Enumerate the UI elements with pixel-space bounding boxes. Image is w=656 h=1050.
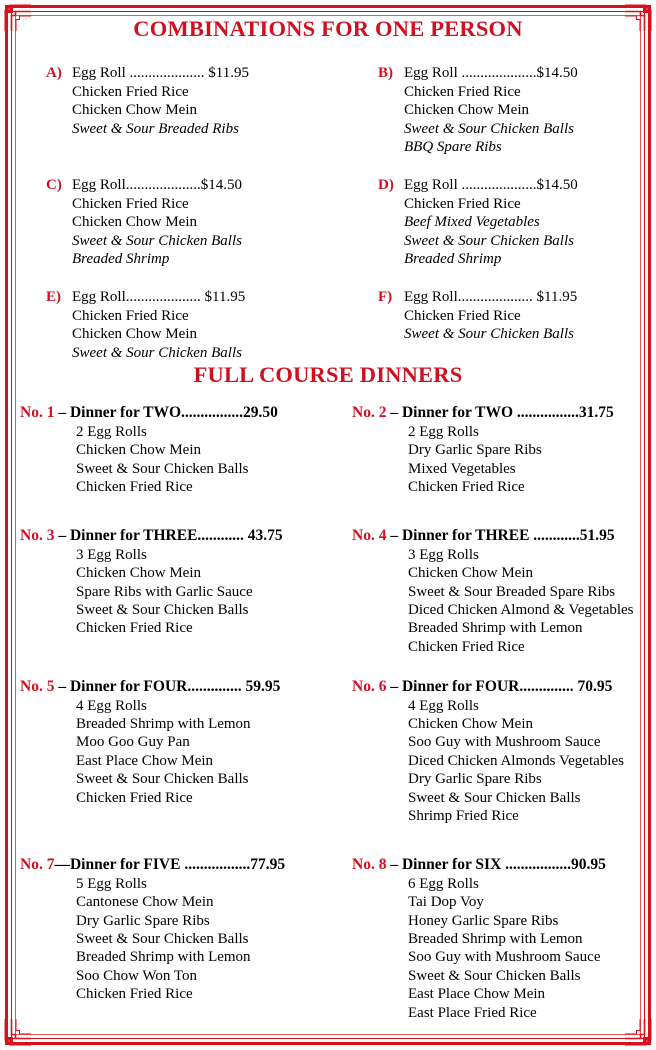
combination-body	[404, 64, 636, 157]
dinner-dish: Diced Chicken Almonds Vegetables	[408, 752, 624, 769]
dinner-heading	[20, 527, 336, 545]
dinner-dish: Sweet & Sour Chicken Balls	[76, 931, 249, 948]
dinner-item	[336, 527, 636, 656]
combination-dish: Chicken Fried Rice	[72, 195, 189, 212]
combination-item	[336, 288, 636, 362]
dinner-dish: Chicken Fried Rice	[76, 478, 193, 495]
dinner-item	[20, 527, 336, 656]
dinner-dish: Sweet & Sour Chicken Balls	[408, 789, 581, 806]
dinner-heading	[352, 527, 636, 545]
dinner-dish: Tai Dop Voy	[408, 894, 484, 911]
dinner-dish: 4 Egg Rolls	[408, 697, 479, 714]
combination-body	[72, 176, 336, 269]
dinner-name-price: – Dinner for FOUR.............. 70.95	[386, 678, 613, 696]
dinner-dish-list	[20, 697, 336, 807]
dinners-section	[20, 404, 636, 1022]
dinner-dish: Sweet & Sour Breaded Spare Ribs	[408, 583, 616, 600]
dinner-dish-list	[352, 423, 636, 497]
dinner-dish: 2 Egg Rolls	[408, 423, 479, 440]
combination-item	[20, 176, 336, 269]
combination-letter: F)	[378, 288, 393, 305]
dinner-number: No. 3	[20, 527, 55, 545]
dinner-item	[20, 404, 336, 496]
combination-dish: Beef Mixed Vegetables	[404, 214, 540, 231]
dinner-name-price: – Dinner for SIX .................90.95	[386, 856, 606, 874]
combination-dish: Chicken Fried Rice	[404, 83, 521, 100]
dinner-item	[336, 404, 636, 496]
dinner-heading	[20, 404, 336, 422]
dinner-heading	[352, 678, 636, 696]
combination-row	[20, 288, 636, 362]
dinner-heading	[20, 856, 336, 874]
combination-dish: Chicken Fried Rice	[72, 83, 189, 100]
dinner-dish: Diced Chicken Almond & Vegetables	[408, 601, 634, 618]
dinner-dish: Chicken Fried Rice	[76, 789, 193, 806]
combination-price-line: Egg Roll .................... $11.95	[72, 65, 249, 81]
combination-letter: A)	[46, 65, 62, 81]
combination-dish: Chicken Chow Mein	[72, 214, 197, 231]
combination-letter: B)	[378, 65, 393, 81]
dinner-dish: Honey Garlic Spare Ribs	[408, 912, 559, 929]
dinner-dish: Soo Guy with Mushroom Sauce	[408, 734, 601, 751]
dinner-dish: Dry Garlic Spare Ribs	[408, 771, 542, 788]
combination-item	[20, 64, 336, 157]
dinner-number: No. 7	[20, 856, 55, 874]
combination-body	[404, 176, 636, 269]
dinner-number: No. 6	[352, 678, 387, 696]
combination-dish: Chicken Chow Mein	[72, 326, 197, 343]
dinner-row	[20, 678, 636, 825]
combination-dish: Sweet & Sour Chicken Balls	[404, 326, 574, 343]
dinner-dish: East Place Chow Mein	[408, 986, 546, 1003]
combination-price-line: Egg Roll.................... $11.95	[72, 288, 246, 305]
dinner-row	[20, 856, 636, 1022]
combination-dish: Breaded Shrimp	[72, 251, 170, 268]
dinner-dish-list	[352, 546, 636, 656]
dinner-item	[20, 856, 336, 1022]
dinner-dish: Shrimp Fried Rice	[408, 808, 519, 825]
dinner-number: No. 1	[20, 404, 55, 422]
dinner-number: No. 5	[20, 678, 55, 696]
dinner-dish: 3 Egg Rolls	[76, 546, 147, 563]
dinner-dish: Chicken Fried Rice	[408, 478, 525, 495]
dinner-dish: Breaded Shrimp with Lemon	[408, 931, 583, 948]
combination-item	[336, 176, 636, 269]
dinner-dish: Chicken Chow Mein	[76, 442, 201, 459]
combination-item	[20, 288, 336, 362]
dinner-name-price: – Dinner for THREE............ 43.75	[54, 527, 283, 545]
dinner-dish: Sweet & Sour Chicken Balls	[76, 460, 249, 477]
dinner-heading	[20, 678, 336, 696]
dinner-dish: 4 Egg Rolls	[76, 697, 147, 714]
dinner-name-price: – Dinner for FOUR.............. 59.95	[54, 678, 281, 696]
menu-content	[20, 8, 636, 1038]
combination-body	[404, 288, 636, 362]
combination-row	[20, 176, 636, 269]
combination-letter: E)	[46, 288, 61, 305]
dinner-row	[20, 527, 636, 656]
dinner-number: No. 2	[352, 404, 387, 422]
combination-dish: Sweet & Sour Chicken Balls	[72, 232, 242, 249]
page-title-combinations: COMBINATIONS FOR ONE PERSON	[133, 16, 523, 41]
combination-dish: Chicken Fried Rice	[404, 307, 521, 324]
combination-dish: Breaded Shrimp	[404, 251, 502, 268]
dinner-dish: Mixed Vegetables	[408, 460, 516, 477]
dinner-dish: Chicken Chow Mein	[76, 565, 201, 582]
combination-row	[20, 64, 636, 157]
dinner-dish: Moo Goo Guy Pan	[76, 734, 190, 751]
dinner-dish: Chicken Fried Rice	[408, 638, 525, 655]
dinner-item	[336, 678, 636, 825]
combination-dish: Chicken Fried Rice	[72, 307, 189, 324]
dinner-dish: Chicken Fried Rice	[76, 986, 193, 1003]
dinner-item	[336, 856, 636, 1022]
dinner-dish: East Place Fried Rice	[408, 1004, 537, 1021]
dinner-dish: Breaded Shrimp with Lemon	[76, 716, 251, 732]
dinner-heading	[352, 856, 636, 874]
combination-price-line: Egg Roll.................... $11.95	[404, 288, 578, 305]
dinner-dish: Breaded Shrimp with Lemon	[76, 949, 251, 966]
dinner-dish-list	[352, 697, 636, 826]
combination-price-line: Egg Roll ....................$14.50	[404, 176, 578, 193]
combination-dish: Sweet & Sour Breaded Ribs	[72, 120, 239, 137]
combination-dish: Sweet & Sour Chicken Balls	[404, 232, 574, 249]
combination-dish: Chicken Chow Mein	[72, 102, 197, 119]
dinner-dish: Cantonese Chow Mein	[76, 894, 214, 911]
combination-dish: BBQ Spare Ribs	[404, 139, 502, 156]
dinner-dish: Sweet & Sour Chicken Balls	[76, 601, 249, 618]
dinner-dish: 6 Egg Rolls	[408, 875, 479, 892]
combination-body	[72, 288, 336, 362]
combination-dish: Chicken Chow Mein	[404, 102, 529, 119]
dinner-dish: Sweet & Sour Chicken Balls	[76, 771, 249, 788]
combination-price-line: Egg Roll ....................$14.50	[404, 65, 578, 81]
combination-body	[72, 64, 336, 157]
dinner-dish: Dry Garlic Spare Ribs	[76, 912, 210, 929]
dinner-dish: Breaded Shrimp with Lemon	[408, 620, 583, 637]
combination-letter: D)	[378, 176, 394, 193]
dinner-name-price: – Dinner for TWO................29.50	[54, 404, 278, 422]
dinner-dish: Sweet & Sour Chicken Balls	[408, 967, 581, 984]
dinner-name-price: – Dinner for TWO ................31.75	[386, 404, 614, 422]
dinner-dish: East Place Chow Mein	[76, 752, 214, 769]
dinner-dish: 3 Egg Rolls	[408, 546, 479, 563]
dinner-row	[20, 404, 636, 496]
dinner-dish-list	[352, 875, 636, 1022]
combination-dish: Sweet & Sour Chicken Balls	[404, 120, 574, 137]
dinner-dish-list	[20, 546, 336, 638]
dinner-dish-list	[20, 423, 336, 497]
page-title-dinners: FULL COURSE DINNERS	[193, 362, 463, 388]
dinner-item	[20, 678, 336, 825]
dinner-dish: Soo Chow Won Ton	[76, 967, 197, 984]
dinner-dish: Soo Guy with Mushroom Sauce	[408, 949, 601, 966]
dinner-number: No. 8	[352, 856, 387, 874]
combination-letter: C)	[46, 176, 62, 193]
dinner-dish-list	[20, 875, 336, 1004]
dinner-dish: Chicken Chow Mein	[408, 716, 533, 732]
dinner-dish: 2 Egg Rolls	[76, 423, 147, 440]
dinner-name-price: —Dinner for FIVE .................77.95	[54, 856, 286, 874]
dinner-dish: 5 Egg Rolls	[76, 875, 147, 892]
dinner-dish: Dry Garlic Spare Ribs	[408, 442, 542, 459]
dinner-name-price: – Dinner for THREE ............51.95	[386, 527, 615, 545]
dinner-dish: Chicken Chow Mein	[408, 565, 533, 582]
combination-price-line: Egg Roll....................$14.50	[72, 176, 243, 193]
dinner-heading	[352, 404, 636, 422]
dinner-number: No. 4	[352, 527, 387, 545]
dinner-dish: Chicken Fried Rice	[76, 620, 193, 637]
combination-item	[336, 64, 636, 157]
dinner-dish: Spare Ribs with Garlic Sauce	[76, 583, 253, 600]
combination-dish: Chicken Fried Rice	[404, 195, 521, 212]
combinations-section	[20, 64, 636, 362]
combination-dish: Sweet & Sour Chicken Balls	[72, 344, 242, 361]
